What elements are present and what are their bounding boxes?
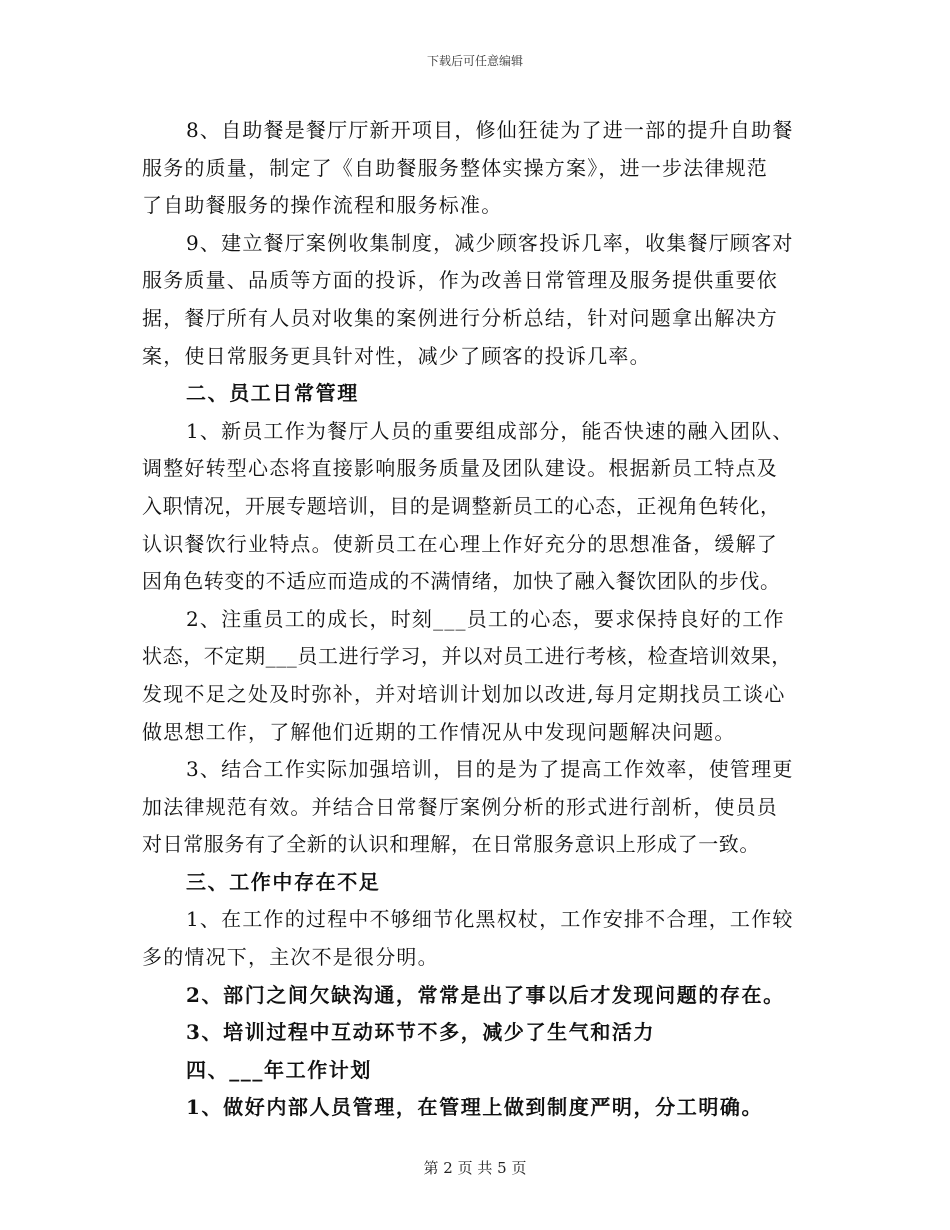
paragraph-line: 1、在工作的过程中不够细节化黑权杖，工作安排不合理，工作较 bbox=[186, 907, 794, 932]
paragraph-line: 2、注重员工的成长，时刻___员工的心态，要求保持良好的工作 bbox=[186, 606, 785, 631]
paragraph-line: 因角色转变的不适应而造成的不满情绪，加快了融入餐饮团队的步伐。 bbox=[142, 569, 781, 594]
paragraph-line: 认识餐饮行业特点。使新员工在心理上作好充分的思想准备，缓解了 bbox=[142, 531, 778, 556]
page-number: 第 2 页 共 5 页 bbox=[423, 1159, 527, 1177]
bold-paragraph-line: 1、做好内部人员管理，在管理上做到制度严明，分工明确。 bbox=[186, 1095, 764, 1120]
paragraph-line: 做思想工作，了解他们近期的工作情况从中发现问题解决问题。 bbox=[142, 719, 736, 744]
bold-paragraph-line: 3、培训过程中互动环节不多，减少了生气和活力 bbox=[186, 1020, 656, 1045]
paragraph-line: 服务的质量，制定了《自助餐服务整体实操方案》，进一步法律规范 bbox=[142, 155, 768, 180]
section-heading: 三、工作中存在不足 bbox=[186, 869, 381, 894]
paragraph-line: 服务质量、品质等方面的投诉，作为改善日常管理及服务提供重要依 bbox=[142, 268, 778, 293]
paragraph-line: 多的情况下，主次不是很分明。 bbox=[142, 945, 439, 970]
paragraph-line: 8、自助餐是餐厅厅新开项目，修仙狂徒为了进一部的提升自助餐 bbox=[186, 118, 794, 142]
section-heading: 二、员工日常管理 bbox=[186, 381, 359, 406]
page-header: 下载后可任意编辑 bbox=[426, 54, 523, 68]
paragraph-line: 对日常服务有了全新的认识和理解，在日常服务意识上形成了一致。 bbox=[142, 832, 760, 857]
paragraph-line: 发现不足之处及时弥补，并对培训计划加以改进,每月定期找员工谈心 bbox=[142, 681, 786, 706]
paragraph-line: 了自助餐服务的操作流程和服务标准。 bbox=[142, 193, 503, 218]
paragraph-line: 状态，不定期___员工进行学习，并以对员工进行考核，检查培训效果， bbox=[142, 644, 792, 669]
paragraph-line: 案，使日常服务更具针对性，减少了顾客的投诉几率。 bbox=[142, 343, 651, 368]
paragraph-line: 调整好转型心态将直接影响服务质量及团队建设。根据新员工特点及 bbox=[142, 456, 778, 481]
paragraph-line: 据，餐厅所有人员对收集的案例进行分析总结，针对问题拿出解决方 bbox=[142, 305, 778, 330]
paragraph-line: 入职情况，开展专题培训，目的是调整新员工的心态，正视角色转化， bbox=[142, 493, 781, 518]
paragraph-line: 1、新员工作为餐厅人员的重要组成部分，能否快速的融入团队、 bbox=[186, 418, 794, 443]
section-heading: 四、___年工作计划 bbox=[186, 1057, 372, 1082]
bold-paragraph-line: 2、部门之间欠缺沟通，常常是出了事以后才发现问题的存在。 bbox=[186, 982, 785, 1007]
paragraph-line: 9、建立餐厅案例收集制度，减少顾客投诉几率，收集餐厅顾客对 bbox=[186, 230, 794, 255]
document-body bbox=[142, 112, 814, 1127]
paragraph-line: 3、结合工作实际加强培训，目的是为了提高工作效率，使管理更 bbox=[186, 757, 794, 782]
paragraph-line: 加法律规范有效。并结合日常餐厅案例分析的形式进行剖析，使员员 bbox=[142, 794, 778, 819]
